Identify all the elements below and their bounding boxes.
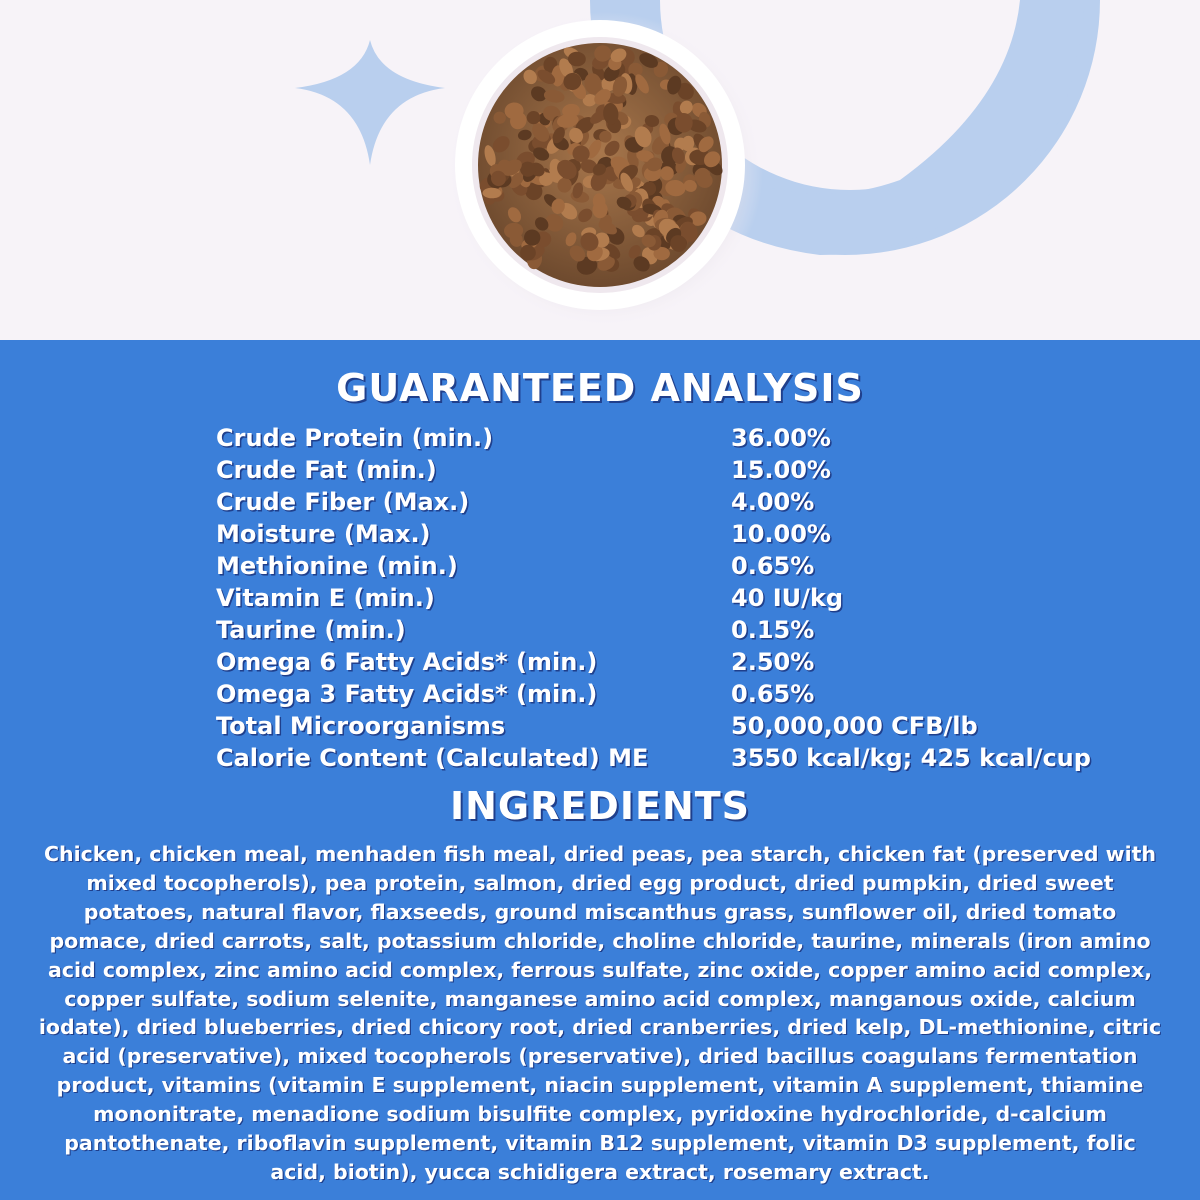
analysis-value: 40 IU/kg [731, 584, 844, 612]
analysis-label: Crude Protein (min.) [216, 424, 494, 452]
analysis-row [216, 678, 1156, 710]
analysis-label: Omega 6 Fatty Acids* (min.) [216, 648, 598, 676]
hero-image [0, 0, 1200, 340]
analysis-label: Calorie Content (Calculated) ME [216, 744, 649, 772]
analysis-label: Omega 3 Fatty Acids* (min.) [216, 680, 598, 708]
analysis-row [216, 646, 1156, 678]
analysis-value: 0.65% [731, 552, 815, 580]
analysis-label: Methionine (min.) [216, 552, 458, 580]
guaranteed-analysis-heading: GUARANTEED ANALYSIS [336, 366, 864, 410]
analysis-row [216, 422, 1156, 454]
analysis-row [216, 518, 1156, 550]
analysis-row [216, 486, 1156, 518]
analysis-label: Taurine (min.) [216, 616, 406, 644]
analysis-row [216, 550, 1156, 582]
ingredients-heading: INGREDIENTS [449, 784, 751, 828]
analysis-value: 0.65% [731, 680, 815, 708]
analysis-value: 50,000,000 CFB/lb [731, 712, 978, 740]
analysis-row [216, 454, 1156, 486]
analysis-label: Crude Fiber (Max.) [216, 488, 470, 516]
analysis-label: Moisture (Max.) [216, 520, 431, 548]
analysis-value: 10.00% [731, 520, 831, 548]
analysis-label: Vitamin E (min.) [216, 584, 435, 612]
guaranteed-analysis-table [216, 422, 1156, 774]
analysis-row [216, 582, 1156, 614]
nutrition-panel [0, 340, 1200, 1200]
ingredients-list: Chicken, chicken meal, menhaden fish meal, dried peas, pea starch, chicken fat (preserved with mixed tocopherols), pea protein, salmon, dried egg product, dried pumpkin, dried sweet potatoes, natural flavor, flaxseeds, ground miscanthus grass, sunflower oil, dried tomato pomace, dried carrots, salt, potassium chloride, choline chloride, taurine, minerals (iron amino acid complex, zinc amino acid complex, ferrous sulfate, zinc oxide, copper amino acid complex, copper sulfate, sodium selenite, manganese amino acid complex, manganous oxide, calcium iodate), dried blueberries, dried chicory root, dried cranberries, dried kelp, DL-methionine, citric acid (preservative), mixed tocopherols (preservative), dried bacillus coagulans fermentation product, vitamins (vitamin E supplement, niacin supplement, vitamin A supplement, thiamine mononitrate, menadione sodium bisulfite complex, pyridoxine hydrochloride, d-calcium pantothenate, riboflavin supplement, vitamin B12 supplement, vitamin D3 supplement, folic acid, biotin), yucca schidigera extract, rosemary extract. [38, 842, 1162, 1184]
kibble-bowl-image [447, 12, 763, 328]
analysis-value: 36.00% [731, 424, 831, 452]
analysis-label: Total Microorganisms [216, 712, 506, 740]
analysis-value: 0.15% [731, 616, 815, 644]
analysis-value: 4.00% [731, 488, 815, 516]
analysis-row [216, 742, 1156, 774]
kibble-piece [483, 188, 502, 199]
analysis-row [216, 614, 1156, 646]
analysis-value: 15.00% [731, 456, 831, 484]
analysis-label: Crude Fat (min.) [216, 456, 437, 484]
analysis-value: 3550 kcal/kg; 425 kcal/cup [731, 744, 1091, 772]
hero-illustration [0, 0, 1200, 340]
analysis-row [216, 710, 1156, 742]
analysis-value: 2.50% [731, 648, 815, 676]
sparkle-star-icon [295, 40, 445, 165]
